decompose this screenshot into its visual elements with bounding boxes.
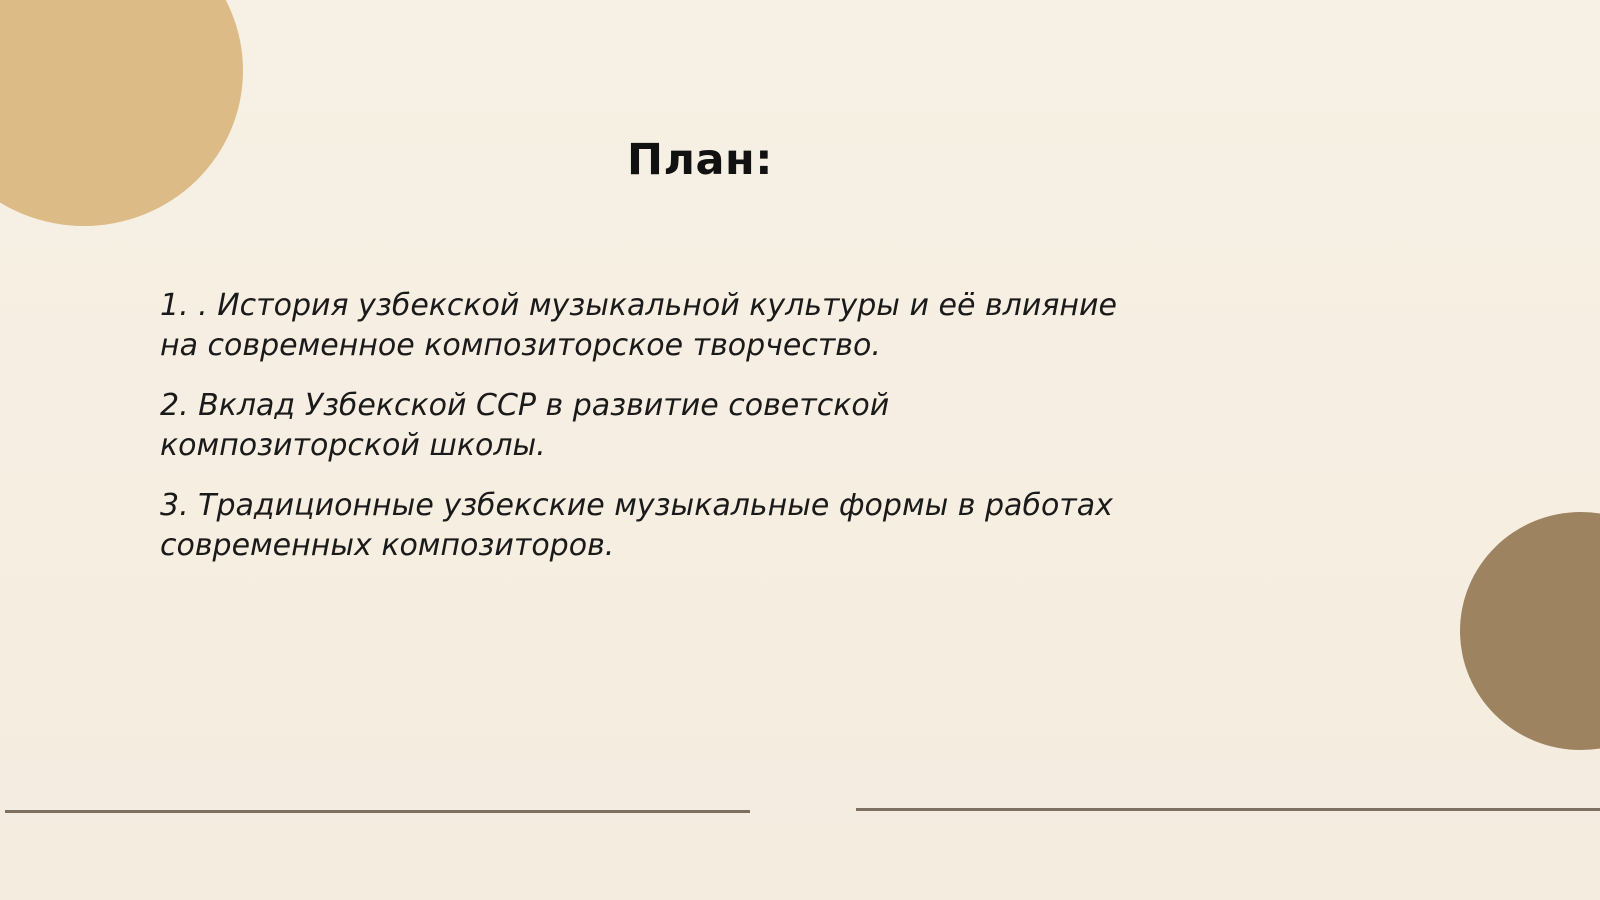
- plan-list: [160, 286, 1140, 586]
- plan-item-3: 3. Традиционные узбекские музыкальные формы в работах современных композиторов.: [160, 488, 1113, 563]
- plan-item-2: 2. Вклад Узбекской ССР в развитие советской композиторской школы.: [160, 388, 890, 463]
- divider-line-right: [856, 808, 1600, 811]
- slide-title: План:: [627, 135, 773, 185]
- divider-line-left: [5, 810, 750, 813]
- decorative-circle-top-left: [0, 0, 243, 226]
- plan-item-1: 1. . История узбекской музыкальной культуры и её влияние на современное композиторское творчество.: [160, 288, 1117, 363]
- decorative-circle-right: [1460, 512, 1600, 750]
